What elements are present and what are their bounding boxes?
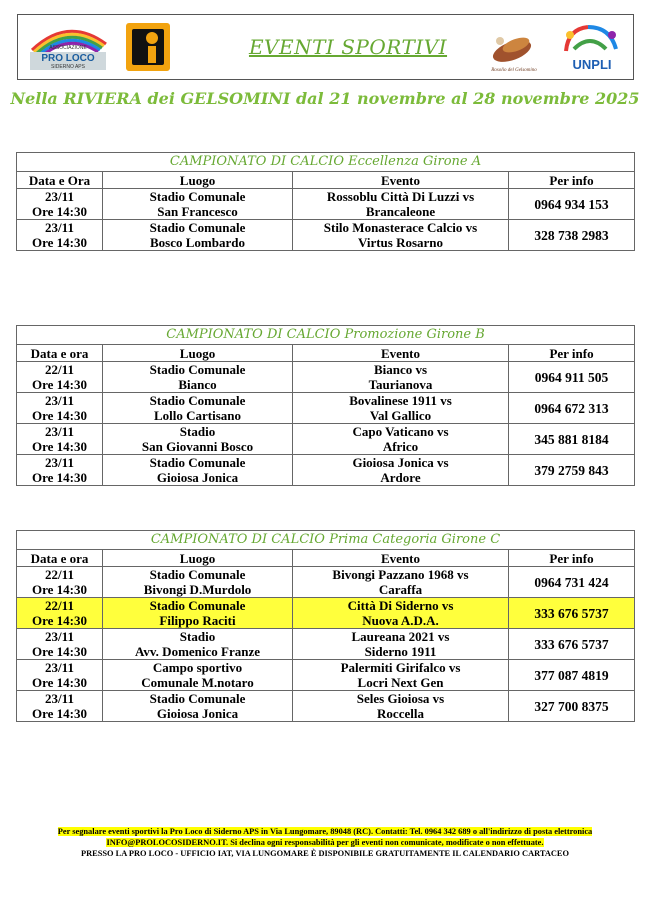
date-date: 23/11 <box>45 691 74 706</box>
table-row <box>17 691 635 722</box>
match-event1: Rossoblu Città Di Luzzi vs <box>326 189 475 204</box>
info-phone-info: 0964 911 505 <box>534 369 609 385</box>
table-row <box>17 424 635 455</box>
column-header: Luogo <box>103 172 293 189</box>
venue-place2: Filippo Raciti <box>159 613 236 628</box>
info-phone-cell <box>509 691 635 722</box>
column-header: Per info <box>509 550 635 567</box>
date-cell <box>17 660 103 691</box>
page-title: EVENTI SPORTIVI <box>248 35 448 59</box>
venue-place1: Stadio Comunale <box>149 362 246 377</box>
info-phone-cell <box>509 660 635 691</box>
date-date: 23/11 <box>45 455 74 470</box>
rosolio-logo-text: Rosolio del Gelsomino <box>491 68 537 73</box>
match-cell <box>293 424 509 455</box>
info-phone-info: 327 700 8375 <box>534 698 609 714</box>
footer-line-1: Per segnalare eventi sportivi la Pro Loco di Siderno APS in Via Lungomare, 89048 (RC). Contatti: Tel. 0964 342 689 o all'indirizzo di posta elettronica <box>57 827 593 836</box>
info-phone-info: 379 2759 843 <box>534 462 609 478</box>
match-event1: Seles Gioiosa vs <box>356 691 445 706</box>
match-event1: Laureana 2021 vs <box>351 629 450 644</box>
venue-place1: Stadio Comunale <box>149 189 246 204</box>
events-table-promozione <box>16 325 635 486</box>
info-phone-cell <box>509 567 635 598</box>
info-phone-cell <box>509 424 635 455</box>
venue-place2: San Francesco <box>157 204 238 219</box>
date-cell <box>17 393 103 424</box>
venue-place1: Stadio <box>179 424 216 439</box>
table-caption: CAMPIONATO DI CALCIO Promozione Girone B <box>17 326 635 345</box>
venue-cell <box>103 189 293 220</box>
proloco-logo-bottom-text: SIDERNO APS <box>51 64 85 70</box>
venue-place2: Gioiosa Jonica <box>156 470 239 485</box>
column-header: Data e ora <box>17 345 103 362</box>
venue-place1: Stadio <box>179 629 216 644</box>
date-cell <box>17 629 103 660</box>
venue-place1: Campo sportivo <box>152 660 243 675</box>
match-cell <box>293 220 509 251</box>
events-table-prima-categoria <box>16 530 635 722</box>
date-time: Ore 14:30 <box>32 204 87 219</box>
venue-place1: Stadio Comunale <box>149 220 246 235</box>
info-phone-info: 333 676 5737 <box>534 605 609 621</box>
date-time: Ore 14:30 <box>32 582 87 597</box>
date-cell <box>17 598 103 629</box>
date-time: Ore 14:30 <box>32 644 87 659</box>
info-phone-cell <box>509 629 635 660</box>
date-cell <box>17 567 103 598</box>
info-phone-cell <box>509 220 635 251</box>
match-event1: Bivongi Pazzano 1968 vs <box>332 567 469 582</box>
table-row <box>17 393 635 424</box>
match-event1: Bovalinese 1911 vs <box>349 393 452 408</box>
info-phone-info: 0964 731 424 <box>534 574 609 590</box>
venue-place1: Stadio Comunale <box>149 455 246 470</box>
date-time: Ore 14:30 <box>32 706 87 721</box>
venue-place1: Stadio Comunale <box>149 567 246 582</box>
venue-place1: Stadio Comunale <box>149 598 246 613</box>
column-header: Evento <box>293 550 509 567</box>
date-time: Ore 14:30 <box>32 408 87 423</box>
date-cell <box>17 362 103 393</box>
unpli-logo-text: UNPLI <box>572 57 612 72</box>
match-event1: Palermiti Girifalco vs <box>340 660 461 675</box>
proloco-logo-top-text: ASSOCIAZIONE <box>49 45 87 51</box>
date-time: Ore 14:30 <box>32 439 87 454</box>
match-event2: Val Gallico <box>369 408 432 423</box>
match-event1: Capo Vaticano vs <box>352 424 449 439</box>
date-date: 23/11 <box>45 660 74 675</box>
match-event2: Africo <box>382 439 419 454</box>
match-cell <box>293 567 509 598</box>
date-time: Ore 14:30 <box>32 377 87 392</box>
table-row <box>17 189 635 220</box>
table-row <box>17 567 635 598</box>
venue-place2: Avv. Domenico Franze <box>134 644 261 659</box>
date-date: 22/11 <box>45 362 74 377</box>
footer-line-2: INFO@PROLOCOSIDERNO.IT. Si declina ogni responsabilità per gli eventi non comunicate, modificate o non effettuate. <box>106 838 544 847</box>
header-banner <box>17 14 634 80</box>
venue-cell <box>103 691 293 722</box>
date-date: 22/11 <box>45 567 74 582</box>
venue-place1: Stadio Comunale <box>149 393 246 408</box>
match-cell <box>293 393 509 424</box>
match-event2: Ardore <box>380 470 421 485</box>
date-cell <box>17 220 103 251</box>
column-header: Per info <box>509 172 635 189</box>
match-cell <box>293 660 509 691</box>
match-event2: Taurianova <box>368 377 433 392</box>
match-cell <box>293 598 509 629</box>
match-event2: Locri Next Gen <box>357 675 444 690</box>
rosolio-logo <box>486 21 542 75</box>
venue-place2: Comunale M.notaro <box>141 675 254 690</box>
venue-cell <box>103 362 293 393</box>
info-phone-cell <box>509 393 635 424</box>
venue-place2: Bivongi D.Murdolo <box>143 582 252 597</box>
footer-line-3: PRESSO LA PRO LOCO - UFFICIO IAT, VIA LUNGOMARE È DISPONIBILE GRATUITAMENTE IL CALENDARIO CARTACEO <box>80 849 570 858</box>
venue-cell <box>103 660 293 691</box>
date-time: Ore 14:30 <box>32 470 87 485</box>
venue-cell <box>103 220 293 251</box>
venue-place2: Bosco Lombardo <box>150 235 245 250</box>
date-date: 23/11 <box>45 393 74 408</box>
table-row <box>17 660 635 691</box>
match-event1: Città Di Siderno vs <box>347 598 454 613</box>
match-cell <box>293 362 509 393</box>
table-caption: CAMPIONATO DI CALCIO Eccellenza Girone A <box>17 153 635 172</box>
proloco-logo-text: PRO LOCO <box>41 53 95 64</box>
venue-cell <box>103 424 293 455</box>
match-event2: Brancaleone <box>365 204 436 219</box>
match-event1: Stilo Monasterace Calcio vs <box>323 220 478 235</box>
venue-place2: Lollo Cartisano <box>153 408 242 423</box>
match-event2: Virtus Rosarno <box>357 235 444 250</box>
match-event1: Gioiosa Jonica vs <box>352 455 449 470</box>
column-header: Evento <box>293 172 509 189</box>
table-row <box>17 220 635 251</box>
footer-notice <box>0 826 650 859</box>
match-cell <box>293 629 509 660</box>
date-time: Ore 14:30 <box>32 613 87 628</box>
match-cell <box>293 189 509 220</box>
venue-place1: Stadio Comunale <box>149 691 246 706</box>
events-table-eccellenza <box>16 152 635 251</box>
venue-cell <box>103 567 293 598</box>
column-header: Per info <box>509 345 635 362</box>
iat-logo <box>126 23 170 71</box>
venue-place2: San Giovanni Bosco <box>141 439 254 454</box>
venue-cell <box>103 455 293 486</box>
date-date: 23/11 <box>45 424 74 439</box>
venue-place2: Gioiosa Jonica <box>156 706 239 721</box>
table-caption: CAMPIONATO DI CALCIO Prima Categoria Girone C <box>17 531 635 550</box>
column-header: Luogo <box>103 550 293 567</box>
info-phone-cell <box>509 455 635 486</box>
date-date: 23/11 <box>45 189 74 204</box>
column-header: Data e Ora <box>17 172 103 189</box>
venue-cell <box>103 598 293 629</box>
match-cell <box>293 691 509 722</box>
info-phone-info: 345 881 8184 <box>534 431 609 447</box>
date-range-subtitle: Nella RIVIERA dei GELSOMINI dal 21 novembre al 28 novembre 2025 <box>10 89 640 108</box>
date-cell <box>17 424 103 455</box>
venue-cell <box>103 393 293 424</box>
proloco-logo <box>26 22 110 72</box>
match-event2: Nuova A.D.A. <box>362 613 439 628</box>
column-header: Data e ora <box>17 550 103 567</box>
info-phone-info: 0964 672 313 <box>534 400 609 416</box>
date-cell <box>17 455 103 486</box>
date-date: 23/11 <box>45 220 74 235</box>
table-row <box>17 362 635 393</box>
table-row <box>17 455 635 486</box>
info-phone-cell <box>509 189 635 220</box>
info-phone-info: 377 087 4819 <box>534 667 609 683</box>
date-date: 22/11 <box>45 598 74 613</box>
column-header: Evento <box>293 345 509 362</box>
match-event2: Roccella <box>377 706 424 721</box>
match-event1: Bianco vs <box>373 362 428 377</box>
match-event2: Siderno 1911 <box>364 644 437 659</box>
venue-place2: Bianco <box>178 377 217 392</box>
info-phone-info: 0964 934 153 <box>534 196 609 212</box>
info-phone-info: 333 676 5737 <box>534 636 609 652</box>
date-cell <box>17 691 103 722</box>
date-time: Ore 14:30 <box>32 675 87 690</box>
table-row <box>17 598 635 629</box>
unpli-logo <box>554 21 626 75</box>
venue-cell <box>103 629 293 660</box>
date-cell <box>17 189 103 220</box>
match-event2: Caraffa <box>378 582 423 597</box>
table-row <box>17 629 635 660</box>
date-time: Ore 14:30 <box>32 235 87 250</box>
info-phone-info: 328 738 2983 <box>534 227 609 243</box>
match-cell <box>293 455 509 486</box>
column-header: Luogo <box>103 345 293 362</box>
info-phone-cell <box>509 362 635 393</box>
info-phone-cell <box>509 598 635 629</box>
date-date: 23/11 <box>45 629 74 644</box>
